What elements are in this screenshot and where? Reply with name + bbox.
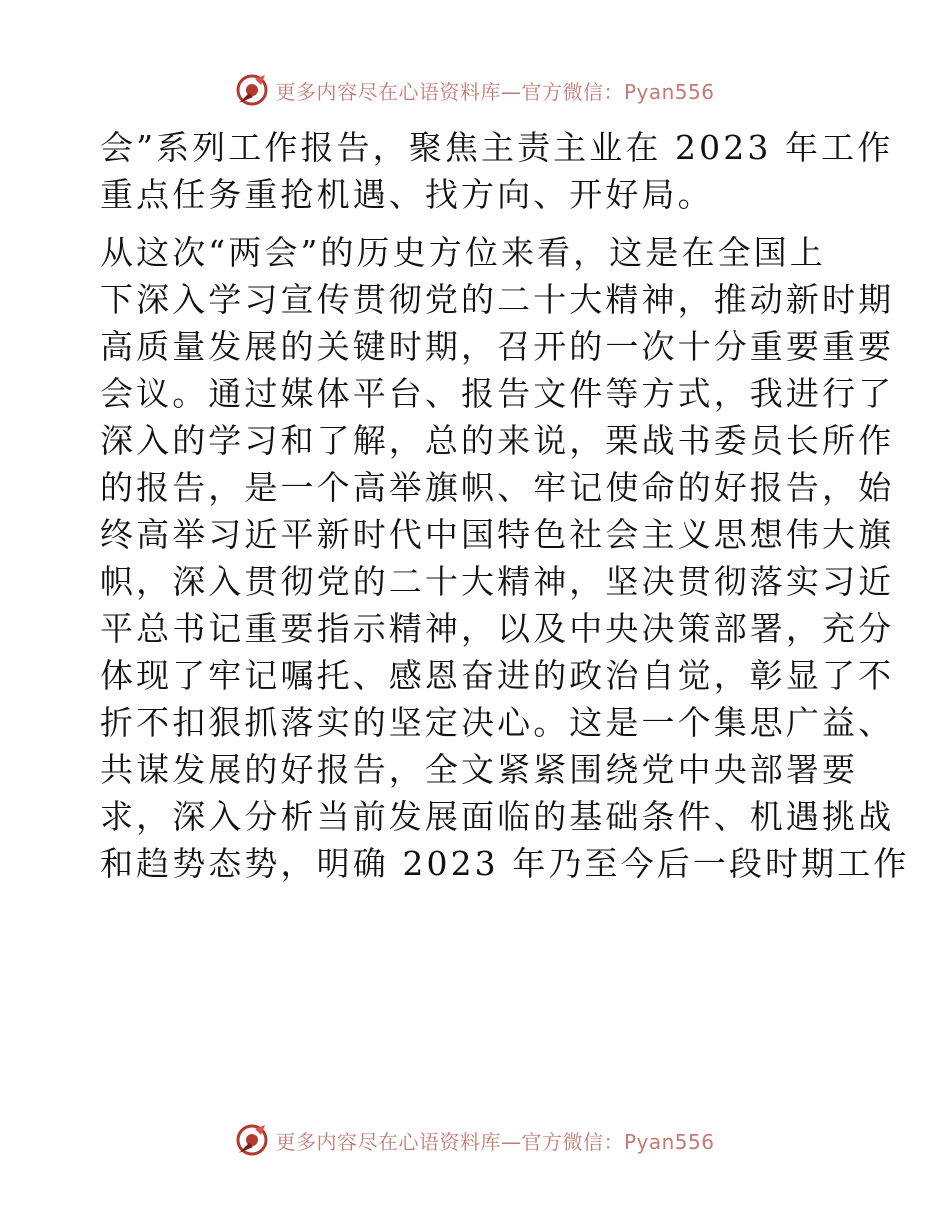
- text-line: 帜，深入贯彻党的二十大精神，坚决贯彻落实习近: [100, 562, 895, 601]
- paragraph-2: [100, 229, 910, 887]
- document-body: [100, 124, 910, 887]
- text-line: 深入的学习和了解，总的来说，栗战书委员长所作: [100, 421, 895, 460]
- text-line: 和趋势态势，明确 2023 年乃至今后一段时期工作: [100, 844, 910, 883]
- text-line: 折不扣狠抓落实的坚定决心。这是一个集思广益、: [100, 703, 895, 742]
- pen-circle-logo-icon: [235, 1123, 269, 1157]
- text-line: 体现了牢记嘱托、感恩奋进的政治自觉，彰显了不: [100, 656, 895, 695]
- text-line: 下深入学习宣传贯彻党的二十大精神，推动新时期: [100, 280, 895, 319]
- text-line: 会议。通过媒体平台、报告文件等方式，我进行了: [100, 374, 895, 413]
- footer-watermark: [0, 1120, 950, 1160]
- text-line: 终高举习近平新时代中国特色社会主义思想伟大旗: [100, 515, 895, 554]
- watermark-text: 更多内容尽在心语资料库—官方微信：Pyan556: [275, 79, 715, 104]
- paragraph-1: [100, 124, 894, 218]
- pen-circle-logo-icon: [235, 73, 269, 107]
- watermark-text: 更多内容尽在心语资料库—官方微信：Pyan556: [275, 1129, 715, 1154]
- text-line: 平总书记重要指示精神，以及中央决策部署，充分: [100, 609, 895, 648]
- text-line: 高质量发展的关键时期，召开的一次十分重要重要: [100, 327, 895, 366]
- text-line: 求，深入分析当前发展面临的基础条件、机遇挑战: [100, 797, 895, 836]
- text-line: 从这次“两会”的历史方位来看，这是在全国上: [100, 233, 826, 272]
- text-line: 的报告，是一个高举旗帜、牢记使命的好报告，始: [100, 468, 895, 507]
- text-line: 重点任务重抢机遇、找方向、开好局。: [100, 175, 714, 214]
- header-watermark: [0, 70, 950, 110]
- text-line: 共谋发展的好报告，全文紧紧围绕党中央部署要: [100, 750, 859, 789]
- text-line: 会”系列工作报告，聚焦主责主业在 2023 年工作: [100, 128, 894, 167]
